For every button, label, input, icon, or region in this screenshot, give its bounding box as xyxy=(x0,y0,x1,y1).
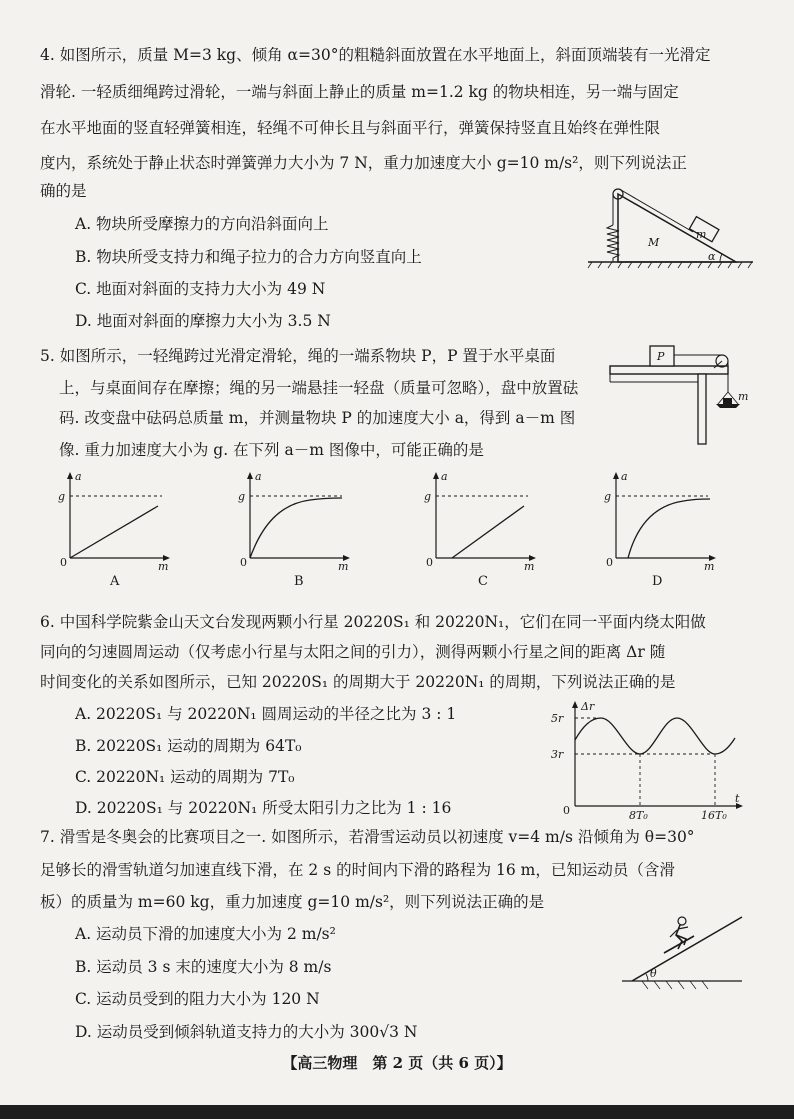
graph-b-x-axis-label: m xyxy=(338,560,349,573)
q7-line-3: 板）的质量为 m=60 kg，重力加速度 g=10 m/s²，则下列说法正确的是 xyxy=(40,893,545,911)
q4-line-1: 4. 如图所示，质量 M=3 kg、倾角 α=30°的粗糙斜面放置在水平地面上，斜面顶端装有一光滑定 xyxy=(40,46,711,64)
q7-option-b: B. 运动员 3 s 末的速度大小为 8 m/s xyxy=(75,958,332,976)
q5-graph-d xyxy=(598,470,728,594)
graph-d-g-label: g xyxy=(604,490,612,503)
q4-label-m: m xyxy=(696,228,707,241)
graph-a-origin: 0 xyxy=(60,556,67,569)
q4-option-b: B. 物块所受支持力和绳子拉力的合力方向竖直向上 xyxy=(75,248,422,266)
q6-line-1: 6. 中国科学院紫金山天文台发现两颗小行星 20220S₁ 和 20220N₁，它们在同一平面内绕太阳做 xyxy=(40,613,706,631)
q5-line-1: 5. 如图所示，一轻绳跨过光滑定滑轮，绳的一端系物块 P，P 置于水平桌面 xyxy=(40,347,556,365)
q6-option-b: B. 20220S₁ 运动的周期为 64T₀ xyxy=(75,737,302,755)
q4-line-2: 滑轮. 一轻质细绳跨过滑轮，一端与斜面上静止的质量 m=1.2 kg 的物块相连，另一端与固定 xyxy=(40,83,679,101)
q4-line-4: 度内，系统处于静止状态时弹簧弹力大小为 7 N，重力加速度大小 g=10 m/s²，则下列说法正 xyxy=(40,154,687,172)
scan-edge xyxy=(0,1105,794,1119)
q6-y-axis-label: Δr xyxy=(581,700,595,713)
graph-a-y-axis-label: a xyxy=(75,470,82,483)
graph-c-y-axis-label: a xyxy=(441,470,448,483)
q7-line-2: 足够长的滑雪轨道匀加速直线下滑，在 2 s 的时间内下滑的路程为 16 m，已知运动员（含滑 xyxy=(40,861,675,879)
q5-label-m: m xyxy=(738,390,749,403)
graph-d-origin: 0 xyxy=(606,556,613,569)
q6-origin: 0 xyxy=(563,804,570,817)
q5-line-3: 码. 改变盘中砝码总质量 m，并测量物块 P 的加速度大小 a，得到 a－m 图 xyxy=(59,409,576,427)
q7-option-d: D. 运动员受到倾斜轨道支持力的大小为 300√3 N xyxy=(75,1023,418,1041)
q7-line-1: 7. 滑雪是冬奥会的比赛项目之一. 如图所示，若滑雪运动员以初速度 v=4 m/s 沿倾角为 θ=30° xyxy=(40,828,695,846)
q6-line-2: 同向的匀速圆周运动（仅考虑小行星与太阳之间的引力），测得两颗小行星之间的距离 Δr 随 xyxy=(40,643,666,661)
graph-c-x-axis-label: m xyxy=(524,560,535,573)
q4-label-alpha: α xyxy=(708,250,716,263)
q7-skier-figure xyxy=(620,905,750,994)
graph-d-y-axis-label: a xyxy=(621,470,628,483)
q5-graph-b xyxy=(232,470,362,594)
q5-graph-a xyxy=(52,470,182,594)
q4-option-c: C. 地面对斜面的支持力大小为 49 N xyxy=(75,280,326,298)
graph-b-y-axis-label: a xyxy=(255,470,262,483)
q6-option-a: A. 20220S₁ 与 20220N₁ 圆周运动的半径之比为 3 : 1 xyxy=(75,705,457,723)
q6-distance-graph xyxy=(545,698,745,824)
graph-c-letter: C xyxy=(478,574,488,589)
graph-d-x-axis-label: m xyxy=(704,560,715,573)
q4-option-a: A. 物块所受摩擦力的方向沿斜面向上 xyxy=(75,215,329,233)
q6-label-8T0: 8T₀ xyxy=(629,809,648,822)
q4-label-M: M xyxy=(648,236,660,249)
q5-label-P: P xyxy=(657,350,665,363)
q7-option-a: A. 运动员下滑的加速度大小为 2 m/s² xyxy=(75,925,336,943)
graph-b-letter: B xyxy=(294,574,304,589)
graph-b-g-label: g xyxy=(238,490,246,503)
q6-label-16T0: 16T₀ xyxy=(701,809,727,822)
graph-a-g-label: g xyxy=(58,490,66,503)
q6-label-3r: 3r xyxy=(551,748,564,761)
graph-a-x-axis-label: m xyxy=(158,560,169,573)
q6-option-d: D. 20220S₁ 与 20220N₁ 所受太阳引力之比为 1 : 16 xyxy=(75,799,452,817)
q7-label-theta: θ xyxy=(650,967,657,980)
q6-label-5r: 5r xyxy=(551,712,564,725)
q6-x-axis-label: t xyxy=(735,792,740,805)
q5-line-2: 上，与桌面间存在摩擦；绳的另一端悬挂一轻盘（质量可忽略），盘中放置砝 xyxy=(59,379,579,397)
graph-c-g-label: g xyxy=(424,490,432,503)
page-footer: 【高三物理 第 2 页（共 6 页）】 xyxy=(282,1054,512,1072)
q4-line-3: 在水平地面的竖直轻弹簧相连，轻绳不可伸长且与斜面平行，弹簧保持竖直且始终在弹性限 xyxy=(40,119,661,137)
q6-line-3: 时间变化的关系如图所示，已知 20220S₁ 的周期大于 20220N₁ 的周期，下列说法正确的是 xyxy=(40,673,676,691)
q4-line-5: 确的是 xyxy=(40,182,87,200)
graph-c-origin: 0 xyxy=(426,556,433,569)
q4-option-d: D. 地面对斜面的摩擦力大小为 3.5 N xyxy=(75,312,331,330)
q4-incline-figure xyxy=(588,180,758,279)
graph-d-letter: D xyxy=(652,574,663,589)
q6-option-c: C. 20220N₁ 运动的周期为 7T₀ xyxy=(75,768,295,786)
graph-b-origin: 0 xyxy=(240,556,247,569)
q5-line-4: 像. 重力加速度大小为 g. 在下列 a－m 图像中，可能正确的是 xyxy=(59,441,484,459)
q7-option-c: C. 运动员受到的阻力大小为 120 N xyxy=(75,990,320,1008)
graph-a-letter: A xyxy=(110,574,120,589)
q5-table-figure xyxy=(610,342,770,451)
q5-graph-c xyxy=(418,470,548,594)
